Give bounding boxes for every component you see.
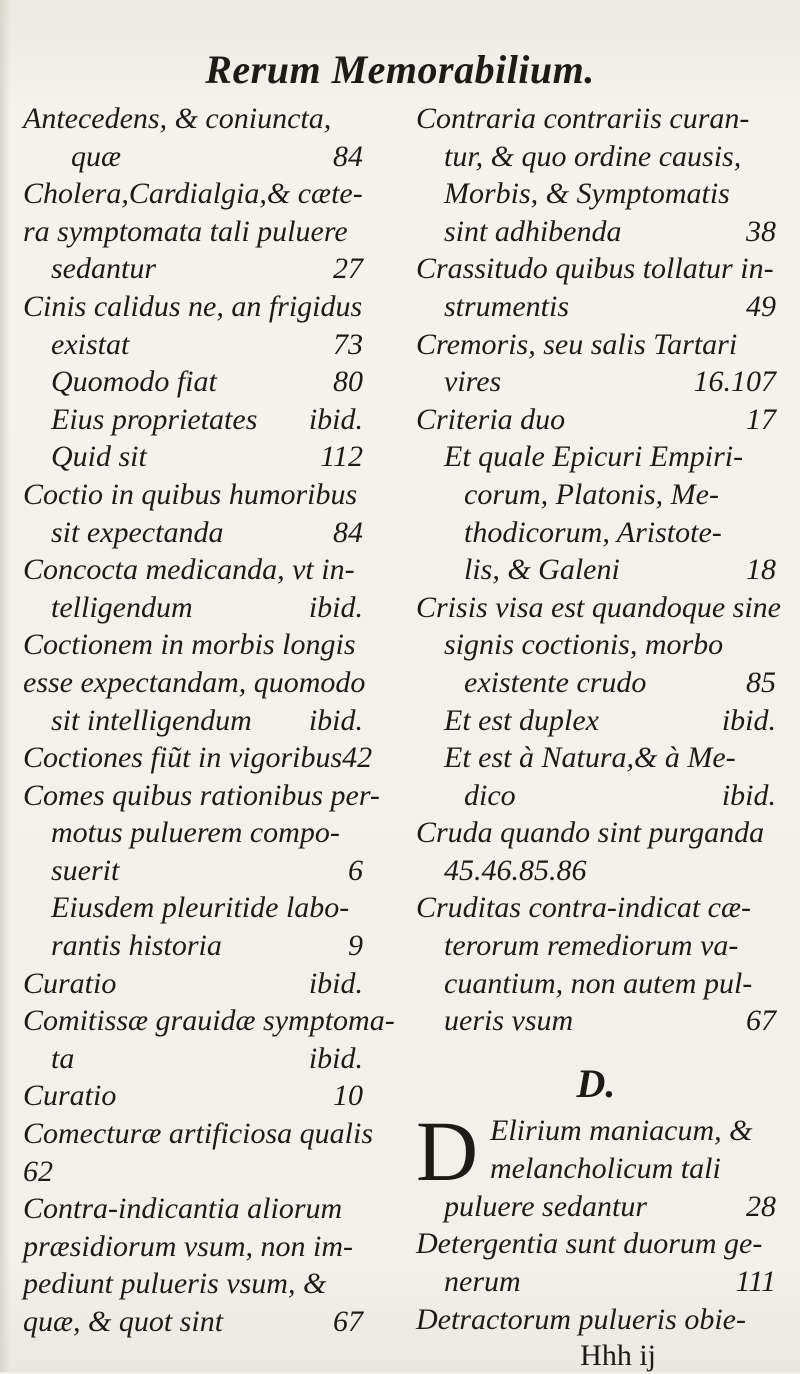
index-entry-text: ra symptomata tali puluere bbox=[23, 214, 348, 248]
index-entry bbox=[23, 514, 363, 552]
index-entry-text: Crassitudo quibus tollatur in- bbox=[416, 252, 774, 286]
index-entry bbox=[416, 100, 776, 138]
index-entry-page: 80 bbox=[333, 365, 363, 399]
index-entry bbox=[23, 100, 363, 138]
index-entry bbox=[416, 175, 776, 213]
index-entry bbox=[416, 889, 776, 927]
index-entry bbox=[416, 1225, 776, 1263]
index-entry bbox=[23, 589, 363, 627]
index-entry-text: Et est duplex bbox=[444, 703, 599, 737]
index-entry-page: ibid. bbox=[308, 703, 363, 737]
index-entry bbox=[23, 852, 363, 890]
index-entry bbox=[23, 702, 363, 740]
index-entry-text: ueris vsum bbox=[444, 1004, 574, 1038]
index-entry bbox=[23, 889, 363, 927]
drop-cap-line-2: melancholicum tali bbox=[490, 1151, 721, 1185]
index-entry-page: ibid. bbox=[308, 966, 363, 1000]
index-entry bbox=[416, 702, 776, 740]
index-entry bbox=[416, 589, 781, 627]
index-entry bbox=[416, 138, 776, 176]
index-entry-text: Quomodo fiat bbox=[51, 365, 217, 399]
index-entry-text: esse expectandam, quomodo bbox=[23, 665, 366, 699]
index-entry-page: 85 bbox=[746, 665, 776, 699]
index-entry bbox=[23, 1228, 363, 1266]
index-entry bbox=[416, 1002, 776, 1040]
index-entry-text: Cruda quando sint purganda bbox=[416, 816, 765, 850]
index-entry-text: sit intelligendum bbox=[51, 703, 252, 737]
index-entry bbox=[416, 927, 776, 965]
index-entry bbox=[416, 476, 776, 514]
index-entry-page: ibid. bbox=[721, 703, 776, 737]
index-entry-page: 84 bbox=[333, 515, 363, 549]
index-entry-page: ibid. bbox=[308, 402, 363, 436]
index-entry bbox=[416, 213, 776, 251]
index-entry-text: suerit bbox=[51, 853, 120, 887]
index-entry-page: 67 bbox=[333, 1305, 363, 1338]
index-entry bbox=[23, 213, 363, 251]
index-entry-page: 112 bbox=[320, 440, 363, 474]
index-entry bbox=[23, 965, 363, 1003]
index-entry bbox=[23, 363, 363, 401]
index-entry bbox=[23, 438, 363, 476]
index-entry-text: Criteria duo bbox=[416, 402, 566, 436]
index-entry-page: 38 bbox=[746, 214, 776, 248]
index-entry bbox=[416, 1263, 776, 1301]
index-entry bbox=[23, 1040, 363, 1078]
index-entry-text: Eiusdem pleuritide labo- bbox=[51, 891, 350, 925]
index-entry bbox=[23, 1303, 363, 1341]
index-entry-text: Coctiones fiũt in vigoribus bbox=[23, 741, 343, 775]
index-entry-text: corum, Platonis, Me- bbox=[464, 477, 719, 511]
index-entry bbox=[416, 814, 776, 852]
index-entry bbox=[416, 401, 776, 439]
index-entry-text: Cinis calidus ne, an frigidus bbox=[23, 289, 363, 323]
index-column-left bbox=[23, 100, 395, 1341]
index-entry-text: Eius proprietates bbox=[51, 402, 258, 436]
index-entry-text: Comecturæ artificiosa qualis bbox=[23, 1117, 374, 1151]
index-entry-text: præsidiorum vsum, non im- bbox=[23, 1229, 354, 1263]
index-entry-text: Quid sit bbox=[51, 440, 147, 474]
index-entry-text: quæ, & quot sint bbox=[23, 1305, 224, 1338]
index-entry-text: Detractorum pulueris obie- bbox=[416, 1302, 746, 1336]
index-entry-text: Cholera,Cardialgia,& cæte- bbox=[23, 177, 363, 211]
index-entry bbox=[23, 927, 363, 965]
index-entry-text: sint adhibenda bbox=[444, 214, 622, 248]
index-entry-text: sit expectanda bbox=[51, 515, 224, 549]
index-entry-page: 111 bbox=[735, 1265, 776, 1299]
drop-cap-entry bbox=[416, 1102, 776, 1199]
index-entry bbox=[23, 1115, 374, 1153]
index-entry-text: Contra-indicantia aliorum bbox=[23, 1192, 343, 1226]
index-entry-text: Comitissæ grauidæ symptoma- bbox=[23, 1004, 395, 1038]
index-entry-page: 16.107 bbox=[693, 365, 776, 399]
index-entry-text: Detergentia sunt duorum ge- bbox=[416, 1227, 763, 1261]
index-entry-text: lis, & Galeni bbox=[464, 553, 620, 587]
index-entry-page: ibid. bbox=[308, 1041, 363, 1075]
index-entry-text: nerum bbox=[444, 1265, 521, 1299]
index-entry-text: Morbis, & Symptomatis bbox=[444, 177, 730, 211]
index-entry bbox=[23, 777, 380, 815]
drop-cap-letter: D bbox=[416, 1102, 479, 1199]
index-entry-text: Curatio bbox=[23, 1079, 117, 1113]
index-entry-page: 17 bbox=[746, 402, 776, 436]
index-entry bbox=[416, 852, 776, 890]
index-entry-text: pediunt pulueris vsum, & bbox=[23, 1267, 327, 1301]
index-entry bbox=[416, 739, 776, 777]
index-entry-text: cuantium, non autem pul- bbox=[444, 966, 753, 1000]
index-entry bbox=[23, 1265, 363, 1303]
index-entry-page: 84 bbox=[333, 139, 363, 173]
index-entry-text: existat bbox=[51, 327, 130, 361]
index-entry bbox=[23, 1190, 363, 1228]
index-entry-text: quæ bbox=[71, 139, 122, 173]
index-entry-text: Crisis visa est quandoque sine bbox=[416, 590, 781, 624]
index-entry bbox=[416, 777, 776, 815]
index-entry bbox=[23, 626, 363, 664]
index-entry-text: Antecedens, & coniuncta, bbox=[23, 102, 332, 135]
index-entry-text: Cruditas contra-indicat cæ- bbox=[416, 891, 751, 925]
index-column-right bbox=[416, 100, 781, 1374]
index-entry-text: 62 bbox=[23, 1154, 53, 1188]
section-d-entries bbox=[416, 1188, 776, 1338]
index-entry bbox=[416, 326, 776, 364]
index-entry-page: 67 bbox=[746, 1004, 776, 1038]
index-entry-page: 9 bbox=[348, 929, 363, 963]
index-entry-text: 45.46.85.86 bbox=[444, 853, 587, 887]
index-entry-text: Coctio in quibus humoribus bbox=[23, 477, 358, 511]
index-entry-page: 18 bbox=[746, 553, 776, 587]
index-entry bbox=[416, 438, 776, 476]
index-entry-page: ibid. bbox=[721, 778, 776, 812]
index-entry-page: 42 bbox=[342, 741, 373, 775]
index-entry bbox=[23, 288, 363, 326]
index-entry-text: ta bbox=[51, 1041, 75, 1075]
index-entry-text: terorum remediorum va- bbox=[444, 929, 739, 963]
index-entry bbox=[23, 739, 373, 777]
index-entry bbox=[23, 476, 363, 514]
page-edge-shadow bbox=[0, 0, 10, 1372]
index-entry-text: tur, & quo ordine causis, bbox=[444, 139, 742, 173]
index-entry-text: telligendum bbox=[51, 590, 193, 624]
index-entry-text: Curatio bbox=[23, 966, 117, 1000]
index-entry-text: dico bbox=[464, 778, 516, 812]
index-entry-page: 6 bbox=[348, 853, 363, 887]
index-entry bbox=[416, 664, 776, 702]
index-entry bbox=[23, 326, 363, 364]
index-entry-text: Et quale Epicuri Empiri- bbox=[444, 440, 744, 474]
index-entry bbox=[416, 250, 776, 288]
index-entry-text: motus puluerem compo- bbox=[51, 816, 340, 850]
running-title: Rerum Memorabilium. bbox=[205, 47, 595, 92]
index-entry-text: existente crudo bbox=[464, 665, 647, 699]
index-entry-text: rantis historia bbox=[51, 929, 222, 963]
index-entry-page: 49 bbox=[746, 289, 776, 323]
index-entry-page: ibid. bbox=[308, 590, 363, 624]
index-entry bbox=[416, 551, 776, 589]
index-entry bbox=[23, 1153, 363, 1191]
index-entry-page: 73 bbox=[333, 327, 363, 361]
index-entry bbox=[23, 250, 363, 288]
index-entry bbox=[23, 551, 363, 589]
index-entry bbox=[416, 626, 776, 664]
index-entry bbox=[23, 138, 363, 176]
index-entry-text: Et est à Natura,& à Me- bbox=[444, 741, 736, 775]
index-entry bbox=[416, 363, 776, 401]
index-entry-text: Concocta medicanda, vt in- bbox=[23, 553, 355, 587]
index-entry-text: thodicorum, Aristote- bbox=[464, 515, 722, 549]
drop-cap-line-1: Elirium maniacum, & bbox=[490, 1113, 753, 1147]
right-entries-list bbox=[416, 100, 781, 1040]
index-entry-page: 27 bbox=[333, 252, 363, 286]
index-entry bbox=[416, 1301, 776, 1339]
index-entry-text: Coctionem in morbis longis bbox=[23, 628, 356, 662]
index-entry-text: Comes quibus rationibus per- bbox=[23, 778, 380, 812]
index-entry-text: signis coctionis, morbo bbox=[444, 628, 724, 662]
index-entry-text: strumentis bbox=[444, 289, 570, 323]
index-entry-text: sedantur bbox=[51, 252, 156, 286]
index-entry-text: Contraria contrariis curan- bbox=[416, 102, 750, 135]
index-entry bbox=[416, 965, 776, 1003]
index-entry-page: 28 bbox=[746, 1189, 776, 1223]
index-entry bbox=[23, 814, 363, 852]
index-entry bbox=[416, 514, 776, 552]
section-heading-d: D. bbox=[576, 1060, 616, 1106]
index-entry-text: puluere sedantur bbox=[444, 1189, 648, 1223]
index-entry bbox=[23, 1077, 363, 1115]
index-entry-page: 10 bbox=[333, 1079, 363, 1113]
index-entry-text: Cremoris, seu salis Tartari bbox=[416, 327, 738, 361]
index-entry bbox=[23, 175, 363, 213]
index-entry-text: vires bbox=[444, 365, 502, 399]
index-entry bbox=[23, 664, 366, 702]
index-entry bbox=[23, 1002, 395, 1040]
index-entry bbox=[23, 401, 363, 439]
catchword-signature: Hhh ij bbox=[580, 1339, 656, 1373]
index-entry bbox=[416, 288, 776, 326]
